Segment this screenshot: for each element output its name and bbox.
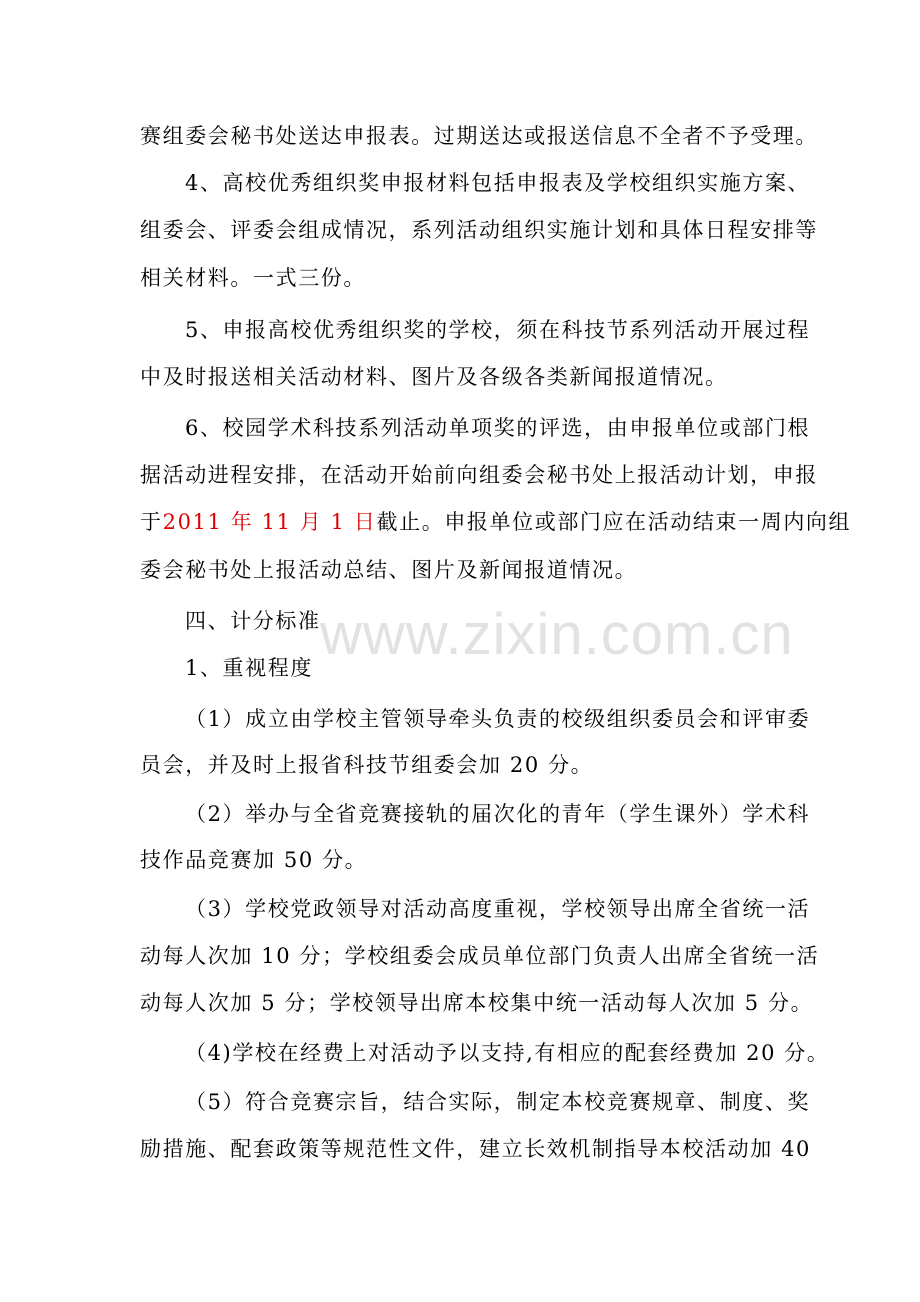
paragraph-line: 赛组委会秘书处送达申报表。过期送达或报送信息不全者不予受理。: [140, 124, 818, 148]
paragraph-line: 委会秘书处上报活动总结、图片及新闻报道情况。: [140, 558, 638, 582]
paragraph-line: 相关材料。一式三份。: [140, 266, 366, 290]
line-suffix: 截止。申报单位或部门应在活动结束一周内向组: [376, 510, 852, 534]
paragraph-line: （3）学校党政领导对活动高度重视，学校领导出席全省统一活: [185, 897, 811, 921]
subsection-heading: 1、重视程度: [185, 656, 313, 680]
paragraph-line: （2）举办与全省竞赛接轨的届次化的青年（学生课外）学术科: [185, 802, 811, 826]
section-heading: 四、计分标准: [185, 609, 321, 633]
paragraph-line-with-deadline: [140, 507, 851, 537]
paragraph-line: （5）符合竞赛宗旨，结合实际，制定本校竞赛规章、制度、奖: [185, 1090, 811, 1114]
watermark: www.zixin.com.cn: [320, 602, 794, 667]
paragraph-line: （4)学校在经费上对活动予以支持,有相应的配套经费加 20 分。: [185, 1041, 830, 1065]
paragraph-line: 6、校园学术科技系列活动单项奖的评选，由申报单位或部门根: [185, 416, 811, 440]
paragraph-line: 动每人次加 10 分；学校组委会成员单位部门负责人出席全省统一活: [140, 944, 820, 968]
paragraph-line: 中及时报送相关活动材料、图片及各级各类新闻报道情况。: [140, 365, 728, 389]
paragraph-line: 4、高校优秀组织奖申报材料包括申报表及学校组织实施方案、: [185, 171, 811, 195]
paragraph-line: 技作品竞赛加 50 分。: [140, 848, 368, 872]
line-prefix: 于: [140, 510, 163, 534]
paragraph-line: 据活动进程安排，在活动开始前向组委会秘书处上报活动计划，申报: [140, 463, 818, 487]
paragraph-line: 5、申报高校优秀组织奖的学校，须在科技节系列活动开展过程: [185, 318, 811, 342]
paragraph-line: （1）成立由学校主管领导牵头负责的校级组织委员会和评审委: [185, 707, 811, 731]
paragraph-line: 员会，并及时上报省科技节组委会加 20 分。: [140, 753, 594, 777]
paragraph-line: 动每人次加 5 分；学校领导出席本校集中统一活动每人次加 5 分。: [140, 991, 814, 1015]
paragraph-line: 励措施、配套政策等规范性文件，建立长效机制指导本校活动加 40: [140, 1137, 811, 1161]
deadline-date: 2011 年 11 月 1 日: [162, 510, 377, 534]
paragraph-line: 组委会、评委会组成情况，系列活动组织实施计划和具体日程安排等: [140, 218, 818, 242]
